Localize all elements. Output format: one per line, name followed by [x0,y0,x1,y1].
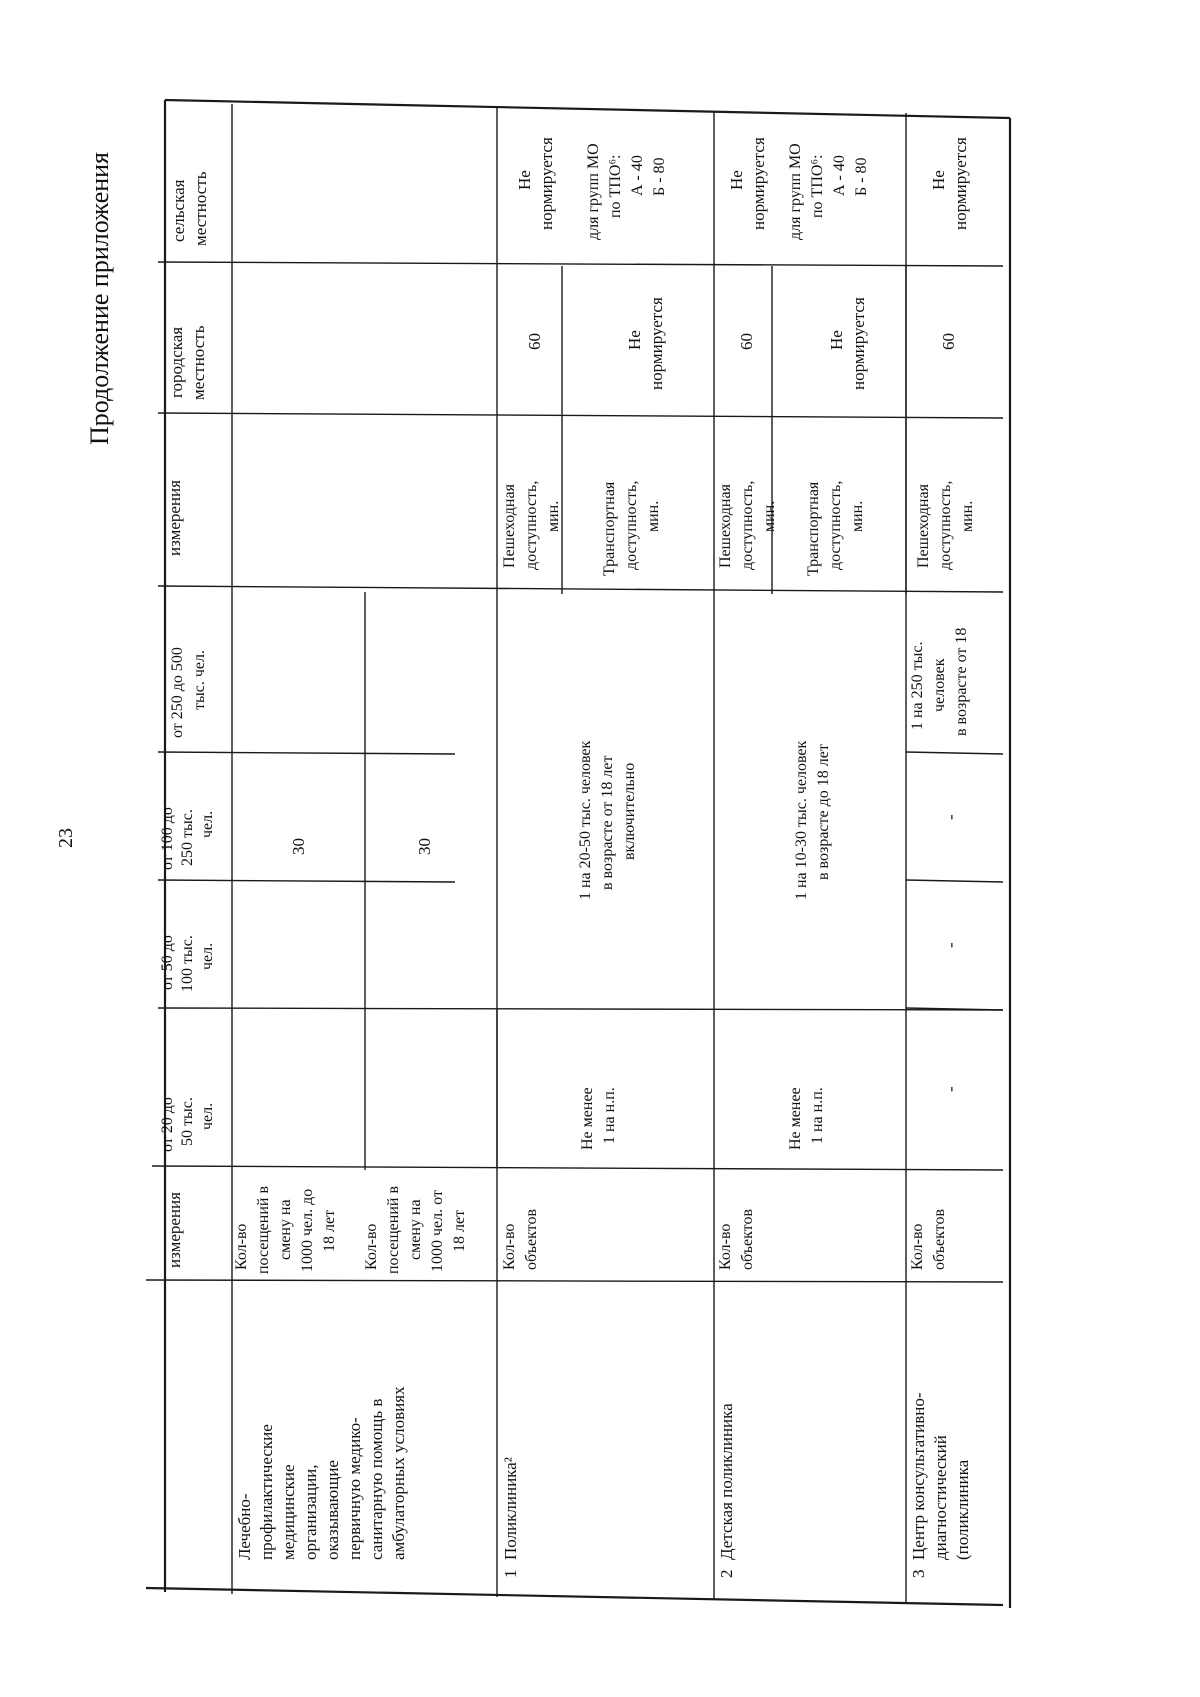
header-pop-250-500 [169,647,208,738]
svg-text:тыс. чел.: тыс. чел. [191,650,208,710]
table-row [909,137,976,1578]
svg-text:250 тыс.: 250 тыс. [179,809,196,866]
svg-text:нормируется: нормируется [647,297,666,390]
svg-text:для групп МО: для групп МО [585,143,602,240]
svg-text:в возрасте от 18 лет: в возрасте от 18 лет [599,755,616,890]
svg-text:Б - 80: Б - 80 [853,157,870,196]
table-row [501,137,668,1578]
svg-text:для групп МО: для групп МО [787,143,804,240]
svg-text:первичную медико-: первичную медико- [345,1417,364,1560]
row-name: Детская поликлиника [717,1403,736,1560]
row-pop-50-100: - [941,942,960,948]
svg-text:от 100 до: от 100 до [159,807,176,870]
svg-text:Пешеходная: Пешеходная [915,484,932,568]
svg-text:А - 40: А - 40 [831,155,848,196]
row-number: 1 [501,1569,520,1578]
svg-text:чел.: чел. [199,1102,216,1130]
svg-text:мин.: мин. [545,500,562,532]
row-pop-large [577,740,638,900]
svg-text:мин.: мин. [959,500,976,532]
row-name [909,1392,972,1560]
svg-text:сельская: сельская [169,179,188,242]
row-number: 2 [717,1569,736,1578]
svg-text:по ТПО⁶:: по ТПО⁶: [809,154,826,218]
header-measure: измерения [165,1192,184,1268]
section-measure-adults [363,1186,468,1274]
row-pop-small [787,1087,826,1150]
row-walk-urban: 60 [939,333,958,350]
svg-text:от 20 до: от 20 до [159,1097,176,1152]
row-walk-rural [515,137,556,230]
row-pop-20-50: - [941,1086,960,1092]
page-number: 23 [55,828,77,848]
svg-text:мин.: мин. [645,500,662,532]
svg-text:посещений в: посещений в [385,1185,402,1274]
svg-text:Транспортная: Транспортная [601,481,618,576]
svg-text:нормируется: нормируется [537,137,556,230]
svg-text:городская: городская [167,326,186,398]
row-transport-rural [585,143,668,240]
svg-text:чел.: чел. [199,810,216,838]
header-urban [167,325,208,400]
row-walk-label [501,481,562,570]
svg-text:Пешеходная: Пешеходная [501,484,518,568]
svg-text:объектов: объектов [523,1208,540,1270]
svg-text:100 тыс.: 100 тыс. [179,935,196,992]
svg-text:мин.: мин. [761,500,778,532]
svg-text:18 лет: 18 лет [451,1209,468,1252]
svg-text:1 на 20-50 тыс. человек: 1 на 20-50 тыс. человек [577,740,594,900]
svg-text:мин.: мин. [849,500,866,532]
header-pop-20-50 [159,1097,216,1152]
section-value-adults: 30 [415,838,434,855]
svg-text:диагностический: диагностический [931,1435,950,1560]
row-measure [909,1209,948,1270]
svg-text:Пешеходная: Пешеходная [717,484,734,568]
svg-text:Кол-во: Кол-во [717,1223,734,1270]
svg-text:от 250 до 500: от 250 до 500 [169,647,186,738]
row-pop-100-250: - [941,814,960,820]
row-walk-rural [727,137,768,230]
svg-text:Б - 80: Б - 80 [651,157,668,196]
svg-text:Кол-во: Кол-во [233,1223,250,1270]
svg-text:А - 40: А - 40 [629,155,646,196]
section-block [233,838,468,1560]
svg-text:Не: Не [515,170,534,190]
row-walk-label [915,481,976,570]
svg-text:смену на: смену на [407,1199,424,1260]
svg-text:посещений в: посещений в [255,1185,272,1274]
svg-text:доступность,: доступность, [739,480,756,570]
svg-text:по ТПО⁶:: по ТПО⁶: [607,154,624,218]
row-walk-urban: 60 [737,333,756,350]
table-header [159,171,216,1268]
header-measure-2: измерения [165,480,184,556]
svg-text:в возрасте от 18: в возрасте от 18 [953,627,970,736]
continuation-title: Продолжение приложения [85,151,114,445]
svg-text:Не: Не [929,170,948,190]
svg-text:1 на 10-30 тыс. человек: 1 на 10-30 тыс. человек [793,740,810,900]
svg-text:организации,: организации, [301,1464,320,1560]
svg-text:Не: Не [625,330,644,350]
row-transport-urban [827,297,868,390]
row-measure [501,1209,540,1270]
table-row [717,137,870,1578]
svg-text:Кол-во: Кол-во [363,1223,380,1270]
row-transport-urban [625,297,666,390]
svg-text:(поликлиника: (поликлиника [953,1459,972,1560]
svg-text:Не менее: Не менее [579,1087,596,1150]
svg-text:нормируется: нормируется [849,297,868,390]
svg-text:Транспортная: Транспортная [805,481,822,576]
svg-text:Лечебно-: Лечебно- [235,1493,254,1560]
svg-text:Центр консультативно-: Центр консультативно- [909,1392,928,1560]
row-walk-urban: 60 [525,333,544,350]
section-value-children: 30 [289,838,308,855]
svg-text:доступность,: доступность, [623,480,640,570]
svg-text:доступность,: доступность, [523,480,540,570]
svg-text:медицинские: медицинские [279,1464,298,1560]
svg-text:амбулаторных условиях: амбулаторных условиях [389,1386,408,1560]
svg-text:объектов: объектов [931,1208,948,1270]
svg-text:объектов: объектов [739,1208,756,1270]
svg-text:18 лет: 18 лет [321,1209,338,1252]
row-transport-rural [787,143,870,240]
svg-text:чел.: чел. [199,942,216,970]
svg-text:1 на н.п.: 1 на н.п. [601,1087,618,1144]
svg-text:местность: местность [191,171,210,246]
row-walk-label [717,481,778,570]
section-name [235,1386,408,1560]
svg-text:1 на н.п.: 1 на н.п. [809,1087,826,1144]
svg-text:Не: Не [827,330,846,350]
row-transport-label [805,481,866,576]
svg-text:Не: Не [727,170,746,190]
row-pop-250-500 [909,628,970,736]
svg-text:доступность,: доступность, [827,480,844,570]
svg-text:нормируется: нормируется [749,137,768,230]
svg-text:оказывающие: оказывающие [323,1460,342,1560]
svg-text:Не менее: Не менее [787,1087,804,1150]
svg-text:доступность,: доступность, [937,480,954,570]
svg-text:1 на 250 тыс.: 1 на 250 тыс. [909,641,926,730]
header-pop-50-100 [159,935,216,992]
svg-text:1000 чел. от: 1000 чел. от [429,1190,446,1272]
svg-text:от 50 до: от 50 до [159,935,176,990]
row-measure [717,1209,756,1270]
svg-text:нормируется: нормируется [951,137,970,230]
svg-text:смену на: смену на [277,1199,294,1260]
svg-text:человек: человек [931,658,948,712]
svg-text:санитарную помощь в: санитарную помощь в [367,1398,386,1560]
row-walk-rural [929,137,970,230]
row-number: 3 [909,1569,928,1578]
svg-text:местность: местность [189,325,208,400]
svg-text:50 тыс.: 50 тыс. [179,1097,196,1146]
row-transport-label [601,481,662,576]
header-pop-100-250 [159,807,216,870]
svg-text:профилактические: профилактические [257,1424,276,1560]
row-pop-large [793,740,832,900]
svg-text:1000 чел. до: 1000 чел. до [299,1188,316,1272]
row-pop-small [579,1087,618,1150]
header-rural [169,171,210,246]
svg-text:Кол-во: Кол-во [909,1223,926,1270]
section-measure-children [233,1186,338,1274]
row-name: Поликлиника² [501,1457,520,1560]
svg-text:включительно: включительно [621,762,638,860]
svg-text:в возрасте до 18 лет: в возрасте до 18 лет [815,744,832,880]
svg-text:Кол-во: Кол-во [501,1223,518,1270]
